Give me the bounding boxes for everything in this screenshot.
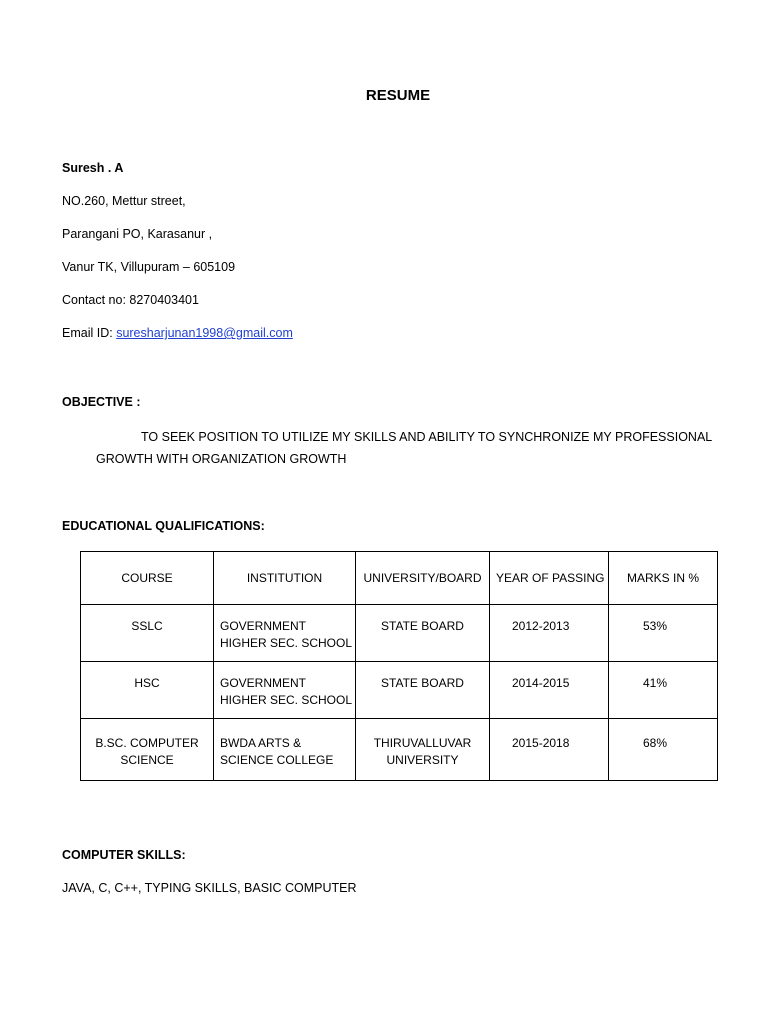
cell-marks: 41% bbox=[609, 662, 718, 719]
column-header-course: COURSE bbox=[81, 552, 214, 605]
cell-year: 2015-2018 bbox=[490, 719, 609, 781]
cell-institution: GOVERNMENT HIGHER SEC. SCHOOL bbox=[214, 605, 356, 662]
objective-line-2: GROWTH WITH ORGANIZATION GROWTH bbox=[96, 452, 347, 466]
cell-university: THIRUVALLUVAR UNIVERSITY bbox=[356, 719, 490, 781]
cell-course: HSC bbox=[81, 662, 214, 719]
table-row bbox=[81, 605, 718, 662]
cell-year: 2012-2013 bbox=[490, 605, 609, 662]
contact-number: Contact no: 8270403401 bbox=[62, 293, 199, 307]
address-line-3: Vanur TK, Villupuram – 605109 bbox=[62, 260, 236, 274]
cell-year: 2014-2015 bbox=[490, 662, 609, 719]
column-header-year: YEAR OF PASSING bbox=[490, 552, 609, 605]
candidate-name: Suresh . A bbox=[62, 161, 124, 175]
cell-marks: 53% bbox=[609, 605, 718, 662]
cell-institution: GOVERNMENT HIGHER SEC. SCHOOL bbox=[214, 662, 356, 719]
email-link[interactable]: suresharjunan1998@gmail.com bbox=[116, 326, 293, 340]
page-title: RESUME bbox=[365, 87, 431, 104]
email-label: Email ID: bbox=[62, 326, 117, 340]
column-header-marks: MARKS IN % bbox=[609, 552, 718, 605]
education-table bbox=[80, 551, 718, 781]
cell-course: B.SC. COMPUTER SCIENCE bbox=[81, 719, 214, 781]
table-header-row bbox=[81, 552, 718, 605]
skills-text: JAVA, C, C++, TYPING SKILLS, BASIC COMPUTER bbox=[62, 881, 357, 895]
table-row bbox=[81, 719, 718, 781]
objective-line-1: TO SEEK POSITION TO UTILIZE MY SKILLS AND ABILITY TO SYNCHRONIZE MY PROFESSIONAL bbox=[141, 430, 713, 444]
objective-heading: OBJECTIVE : bbox=[62, 395, 141, 409]
skills-heading: COMPUTER SKILLS: bbox=[62, 848, 186, 862]
table-row bbox=[81, 662, 718, 719]
education-heading: EDUCATIONAL QUALIFICATIONS: bbox=[62, 519, 265, 533]
cell-institution: BWDA ARTS & SCIENCE COLLEGE bbox=[214, 719, 356, 781]
address-line-1: NO.260, Mettur street, bbox=[62, 194, 186, 208]
cell-university: STATE BOARD bbox=[356, 605, 490, 662]
column-header-institution: INSTITUTION bbox=[214, 552, 356, 605]
cell-course: SSLC bbox=[81, 605, 214, 662]
cell-university: STATE BOARD bbox=[356, 662, 490, 719]
email-row bbox=[62, 325, 293, 341]
cell-marks: 68% bbox=[609, 719, 718, 781]
address-line-2: Parangani PO, Karasanur , bbox=[62, 227, 213, 241]
column-header-university: UNIVERSITY/BOARD bbox=[356, 552, 490, 605]
